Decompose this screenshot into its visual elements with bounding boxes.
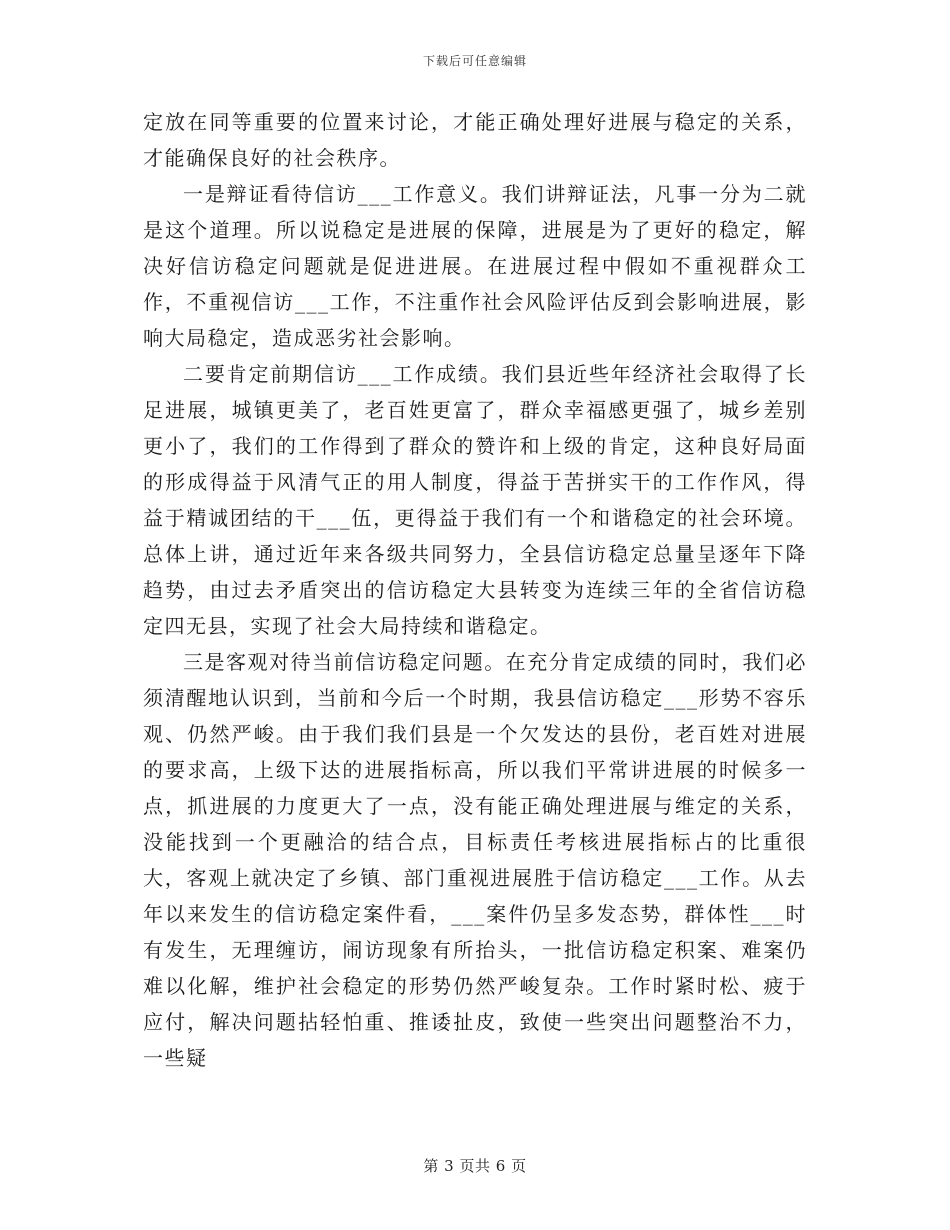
page-number: 第 3 页共 6 页 (423, 1157, 527, 1175)
paragraph-point-three: 三是客观对待当前信访稳定问题。在充分肯定成绩的同时，我们必须清醒地认识到，当前和今后一个时期，我县信访稳定___形势不容乐观、仍然严峻。由于我们我们县是一个欠发达的县份，老百姓对进展的要求高，上级下达的进展指标高，所以我们平常讲进展的时候多一点，抓进展的力度更大了一点，没有能正确处理进展与维定的关系，没能找到一个更融洽的结合点，目标责任考核进展指标占的比重很大，客观上就决定了乡镇、部门重视进展胜于信访稳定___工作。从去年以来发生的信访稳定案件看，___案件仍呈多发态势，群体性___时有发生，无理缠访，闹访现象有所抬头，一批信访稳定积案、难案仍难以化解，维护社会稳定的形势仍然严峻复杂。工作时紧时松、疲于应付，解决问题拈轻怕重、推诿扯皮，致使一些突出问题整治不力，一些疑 (143, 650, 807, 1070)
document-body (143, 104, 807, 1076)
paragraph-continuation: 定放在同等重要的位置来讨论，才能正确处理好进展与稳定的关系，才能确保良好的社会秩序。 (143, 110, 807, 170)
page-header-note: 下载后可任意编辑 (422, 54, 527, 68)
paragraph-point-two: 二要肯定前期信访___工作成绩。我们县近些年经济社会取得了长足进展，城镇更美了，老百姓更富了，群众幸福感更强了，城乡差别更小了，我们的工作得到了群众的赞许和上级的肯定，这种良好局面的形成得益于风清气正的用人制度，得益于苦拼实干的工作作风，得益于精诚团结的干___伍，更得益于我们有一个和谐稳定的社会环境。总体上讲，通过近年来各级共同努力，全县信访稳定总量呈逐年下降趋势，由过去矛盾突出的信访稳定大县转变为连续三年的全省信访稳定四无县，实现了社会大局持续和谐稳定。 (143, 362, 807, 638)
paragraph-point-one: 一是辩证看待信访___工作意义。我们讲辩证法，凡事一分为二就是这个道理。所以说稳定是进展的保障，进展是为了更好的稳定，解决好信访稳定问题就是促进进展。在进展过程中假如不重视群众工作，不重视信访___工作，不注重作社会风险评估反到会影响进展，影响大局稳定，造成恶劣社会影响。 (143, 182, 807, 350)
